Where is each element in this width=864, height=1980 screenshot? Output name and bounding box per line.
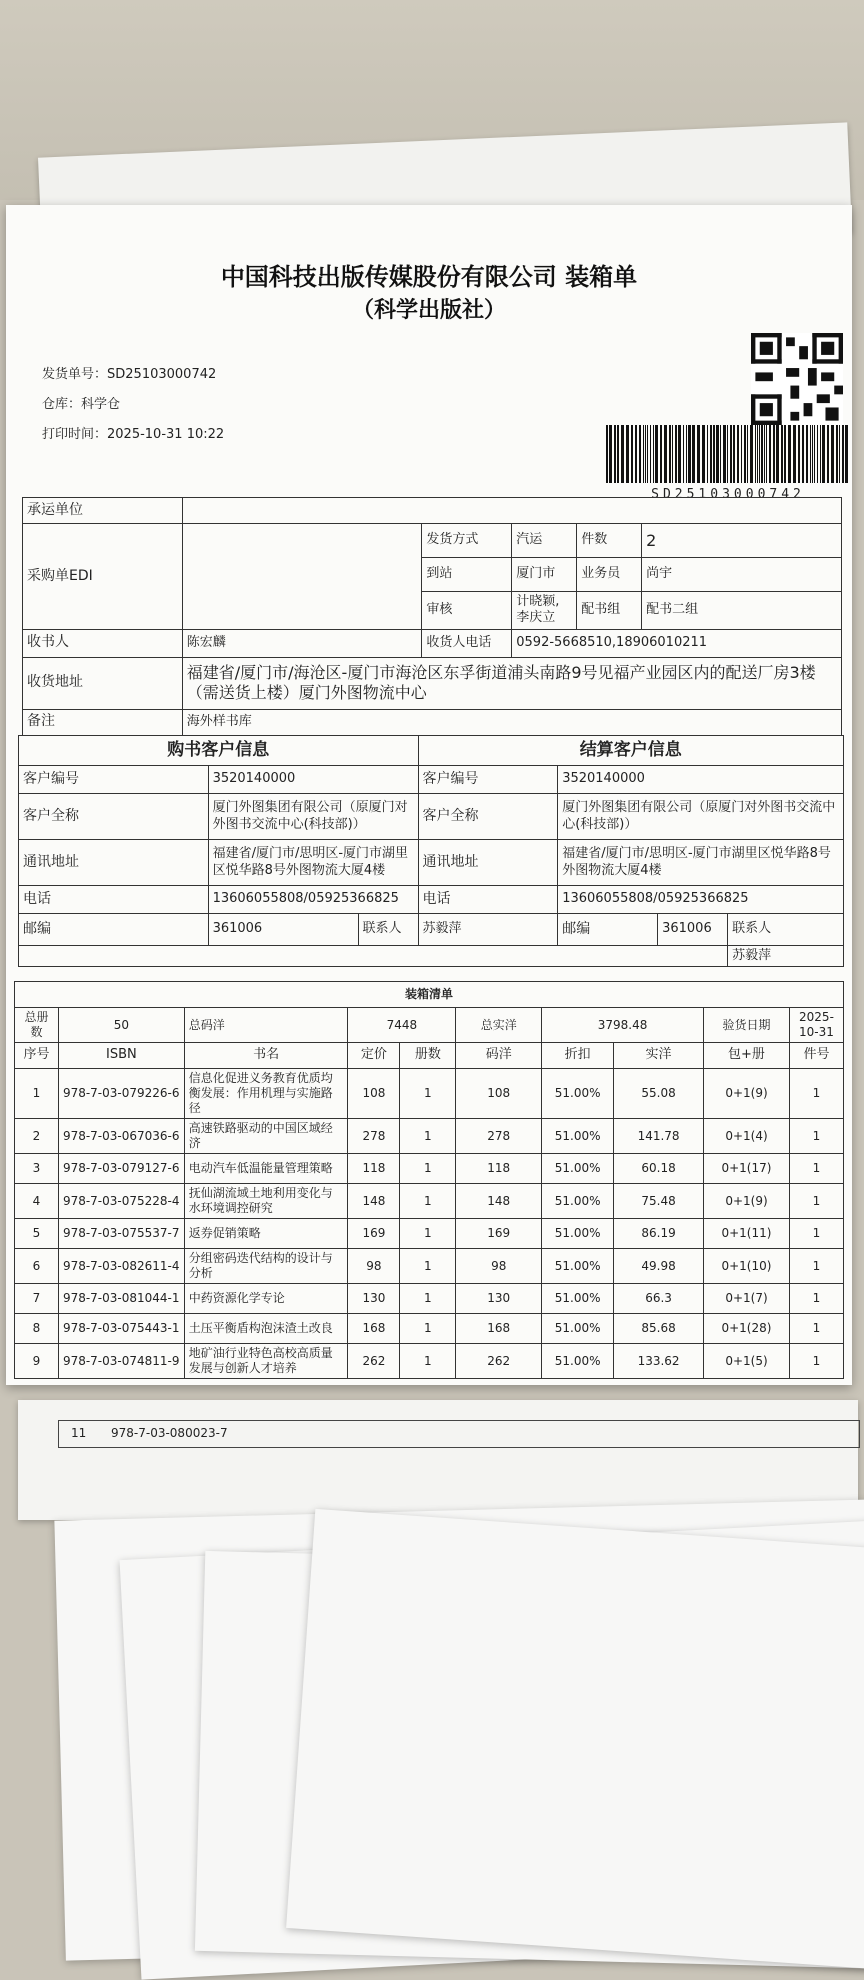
row-pack: 0+1(11) [704, 1219, 790, 1249]
row-no: 6 [15, 1249, 59, 1284]
col-header-actual: 实洋 [614, 1043, 704, 1069]
table-row [15, 1119, 844, 1154]
clerk-value: 尚宇 [642, 558, 842, 592]
document-subtitle: （科学出版社） [351, 298, 506, 323]
row-piece: 1 [789, 1069, 843, 1119]
row-actual: 86.19 [614, 1219, 704, 1249]
print-time: 打印时间：2025-10-31 10:22 [42, 427, 225, 442]
row-title: 电动汽车低温能量管理策略 [184, 1154, 348, 1184]
row-discount: 51.00% [542, 1069, 614, 1119]
row-pack: 0+1(5) [704, 1344, 790, 1379]
settle-addr-value: 福建省/厦门市/思明区-厦门市湖里区悦华路8号外图物流大厦4楼 [558, 840, 844, 886]
row-qty: 1 [400, 1119, 456, 1154]
row-actual: 66.3 [614, 1284, 704, 1314]
col-header-pack: 包+册 [704, 1043, 790, 1069]
col-header-price: 定价 [348, 1043, 400, 1069]
row-qty: 1 [400, 1219, 456, 1249]
table-row [15, 1069, 844, 1119]
row-price: 118 [348, 1154, 400, 1184]
qr-code-icon [751, 333, 843, 425]
table-row [15, 1284, 844, 1314]
row-qty: 1 [400, 1154, 456, 1184]
row-qty: 1 [400, 1249, 456, 1284]
address-label: 收货地址 [23, 657, 183, 709]
row-isbn: 978-7-03-075443-1 [58, 1314, 184, 1344]
row-list: 169 [456, 1219, 542, 1249]
packing-section-title: 装箱清单 [15, 982, 844, 1008]
row-no: 4 [15, 1184, 59, 1219]
row-isbn: 978-7-03-074811-9 [58, 1344, 184, 1379]
row-discount: 51.00% [542, 1119, 614, 1154]
row-isbn: 978-7-03-075537-7 [58, 1219, 184, 1249]
row-piece: 1 [789, 1284, 843, 1314]
col-header-qty: 册数 [400, 1043, 456, 1069]
total-list-value: 7448 [348, 1008, 456, 1043]
row-discount: 51.00% [542, 1249, 614, 1284]
packing-slip [6, 205, 852, 1385]
row-qty: 1 [400, 1284, 456, 1314]
buyer-phone-value: 13606055808/05925366825 [208, 886, 418, 914]
row-list: 130 [456, 1284, 542, 1314]
row-list: 168 [456, 1314, 542, 1344]
barcode-text: SD25103000742 [651, 487, 805, 502]
pieces-label: 件数 [577, 524, 642, 558]
packing-list-table [14, 981, 844, 1379]
pieces-value: 2 [642, 524, 842, 558]
row-no: 5 [15, 1219, 59, 1249]
row-pack: 0+1(4) [704, 1119, 790, 1154]
buyer-contact-label: 联系人 [358, 914, 418, 946]
barcode-icon [604, 425, 852, 483]
note-value: 海外样书库 [182, 709, 841, 735]
row-no: 8 [15, 1314, 59, 1344]
settle-id-value: 3520140000 [558, 766, 844, 794]
row-list: 98 [456, 1249, 542, 1284]
row-list: 262 [456, 1344, 542, 1379]
settle-addr-label: 通讯地址 [418, 840, 558, 886]
row-list: 118 [456, 1154, 542, 1184]
row-price: 130 [348, 1284, 400, 1314]
row-title: 土压平衡盾构泡沫渣土改良 [184, 1314, 348, 1344]
table-row [15, 1314, 844, 1344]
settle-name-label: 客户全称 [418, 794, 558, 840]
buyer-section-title: 购书客户信息 [19, 736, 419, 766]
settle-contact-label: 联系人 [728, 914, 844, 946]
row-actual: 49.98 [614, 1249, 704, 1284]
po-edi-label: 采购单EDI [23, 524, 183, 630]
paper-stack [0, 1470, 864, 1920]
row-isbn: 978-7-03-081044-1 [58, 1284, 184, 1314]
packing-header-row [15, 1043, 844, 1069]
col-header-isbn: ISBN [58, 1043, 184, 1069]
address-value: 福建省/厦门市/海沧区-厦门市海沧区东孚街道浦头南路9号见福产业园区内的配送厂房3楼（需送货上楼）厦门外图物流中心 [182, 657, 841, 709]
table-row [15, 1219, 844, 1249]
row-price: 262 [348, 1344, 400, 1379]
col-header-no: 序号 [15, 1043, 59, 1069]
settle-name-value: 厦门外图集团有限公司（原厦门对外图书交流中心(科技部)） [558, 794, 844, 840]
row-list: 278 [456, 1119, 542, 1154]
col-header-discount: 折扣 [542, 1043, 614, 1069]
row-pack: 0+1(10) [704, 1249, 790, 1284]
row-no: 9 [15, 1344, 59, 1379]
row-no: 3 [15, 1154, 59, 1184]
row-title: 分组密码迭代结构的设计与分析 [184, 1249, 348, 1284]
row-discount: 51.00% [542, 1184, 614, 1219]
receiver-phone-label: 收货人电话 [422, 629, 512, 657]
row-piece: 1 [789, 1219, 843, 1249]
row-no: 7 [15, 1284, 59, 1314]
row-isbn: 978-7-03-082611-4 [58, 1249, 184, 1284]
clerk-label: 业务员 [577, 558, 642, 592]
row-piece: 1 [789, 1154, 843, 1184]
row-qty: 1 [400, 1344, 456, 1379]
row-price: 168 [348, 1314, 400, 1344]
total-actual-label: 总实洋 [456, 1008, 542, 1043]
row-title: 返券促销策略 [184, 1219, 348, 1249]
table-row [15, 1249, 844, 1284]
packing-rows [15, 1069, 844, 1379]
method-label: 发货方式 [422, 524, 512, 558]
row-no: 1 [15, 1069, 59, 1119]
check-date-label: 验货日期 [704, 1008, 790, 1043]
row-price: 108 [348, 1069, 400, 1119]
total-books-label: 总册数 [15, 1008, 59, 1043]
stub-row-isbn: 978-7-03-080023-7 [111, 1426, 228, 1440]
receiver-phone-value: 0592-5668510,18906010211 [512, 629, 842, 657]
settle-section-title: 结算客户信息 [418, 736, 843, 766]
row-actual: 141.78 [614, 1119, 704, 1154]
row-piece: 1 [789, 1184, 843, 1219]
review-value: 计晓颖,李庆立 [512, 592, 577, 630]
po-edi-value [182, 524, 422, 630]
buyer-name-value: 厦门外图集团有限公司（原厦门对外图书交流中心(科技部)） [208, 794, 418, 840]
row-qty: 1 [400, 1184, 456, 1219]
settle-zip-value: 361006 [658, 914, 728, 946]
row-qty: 1 [400, 1314, 456, 1344]
col-header-list: 码洋 [456, 1043, 542, 1069]
group-value: 配书二组 [642, 592, 842, 630]
row-list: 108 [456, 1069, 542, 1119]
row-price: 169 [348, 1219, 400, 1249]
row-actual: 55.08 [614, 1069, 704, 1119]
row-price: 148 [348, 1184, 400, 1219]
note-label: 备注 [23, 709, 183, 735]
row-price: 98 [348, 1249, 400, 1284]
row-actual: 85.68 [614, 1314, 704, 1344]
method-value: 汽运 [512, 524, 577, 558]
receiver-value: 陈宏麟 [182, 629, 422, 657]
row-no: 2 [15, 1119, 59, 1154]
document-title: 中国科技出版传媒股份有限公司 装箱单 [220, 263, 638, 291]
buyer-id-label: 客户编号 [19, 766, 209, 794]
warehouse: 仓库：科学仓 [42, 397, 121, 412]
row-piece: 1 [789, 1249, 843, 1284]
customer-info-table [18, 735, 844, 967]
row-discount: 51.00% [542, 1284, 614, 1314]
row-title: 信息化促进义务教育优质均衡发展：作用机理与实施路径 [184, 1069, 348, 1119]
row-piece: 1 [789, 1119, 843, 1154]
row-actual: 133.62 [614, 1344, 704, 1379]
row-title: 抚仙湖流域土地利用变化与水环境调控研究 [184, 1184, 348, 1219]
buyer-addr-label: 通讯地址 [19, 840, 209, 886]
row-price: 278 [348, 1119, 400, 1154]
row-isbn: 978-7-03-079226-6 [58, 1069, 184, 1119]
row-piece: 1 [789, 1344, 843, 1379]
row-discount: 51.00% [542, 1344, 614, 1379]
group-label: 配书组 [577, 592, 642, 630]
row-qty: 1 [400, 1069, 456, 1119]
row-pack: 0+1(17) [704, 1154, 790, 1184]
carrier-value [182, 498, 841, 524]
row-isbn: 978-7-03-075228-4 [58, 1184, 184, 1219]
col-header-piece: 件号 [789, 1043, 843, 1069]
settle-contact-value: 苏毅萍 [728, 946, 844, 967]
station-value: 厦门市 [512, 558, 577, 592]
buyer-contact-value: 苏毅萍 [418, 914, 558, 946]
row-title: 地矿油行业特色高校高质量发展与创新人才培养 [184, 1344, 348, 1379]
receiver-label: 收书人 [23, 629, 183, 657]
table-row [15, 1154, 844, 1184]
row-isbn: 978-7-03-079127-6 [58, 1154, 184, 1184]
row-pack: 0+1(9) [704, 1069, 790, 1119]
carrier-label: 承运单位 [23, 498, 183, 524]
row-title: 中药资源化学专论 [184, 1284, 348, 1314]
row-discount: 51.00% [542, 1154, 614, 1184]
shipping-info-table [22, 497, 842, 736]
total-list-label: 总码洋 [184, 1008, 348, 1043]
buyer-addr-value: 福建省/厦门市/思明区-厦门市湖里区悦华路8号外图物流大厦4楼 [208, 840, 418, 886]
settle-zip-label: 邮编 [558, 914, 658, 946]
buyer-id-value: 3520140000 [208, 766, 418, 794]
buyer-phone-label: 电话 [19, 886, 209, 914]
station-label: 到站 [422, 558, 512, 592]
row-title: 高速铁路驱动的中国区域经济 [184, 1119, 348, 1154]
buyer-name-label: 客户全称 [19, 794, 209, 840]
row-list: 148 [456, 1184, 542, 1219]
check-date-value: 2025-10-31 [789, 1008, 843, 1043]
review-label: 审核 [422, 592, 512, 630]
row-isbn: 978-7-03-067036-6 [58, 1119, 184, 1154]
order-number: 发货单号：SD25103000742 [42, 367, 217, 382]
settle-id-label: 客户编号 [418, 766, 558, 794]
buyer-zip-label: 邮编 [19, 914, 209, 946]
row-piece: 1 [789, 1314, 843, 1344]
row-discount: 51.00% [542, 1219, 614, 1249]
total-actual-value: 3798.48 [542, 1008, 704, 1043]
settle-phone-value: 13606055808/05925366825 [558, 886, 844, 914]
row-actual: 60.18 [614, 1154, 704, 1184]
settle-phone-label: 电话 [418, 886, 558, 914]
row-pack: 0+1(28) [704, 1314, 790, 1344]
table-row [58, 1420, 860, 1448]
row-pack: 0+1(7) [704, 1284, 790, 1314]
row-pack: 0+1(9) [704, 1184, 790, 1219]
total-books-value: 50 [58, 1008, 184, 1043]
col-header-title: 书名 [184, 1043, 348, 1069]
stub-row-no: 11 [71, 1426, 87, 1440]
table-row [15, 1344, 844, 1379]
row-discount: 51.00% [542, 1314, 614, 1344]
buyer-zip-value: 361006 [208, 914, 358, 946]
table-row [15, 1184, 844, 1219]
row-actual: 75.48 [614, 1184, 704, 1219]
